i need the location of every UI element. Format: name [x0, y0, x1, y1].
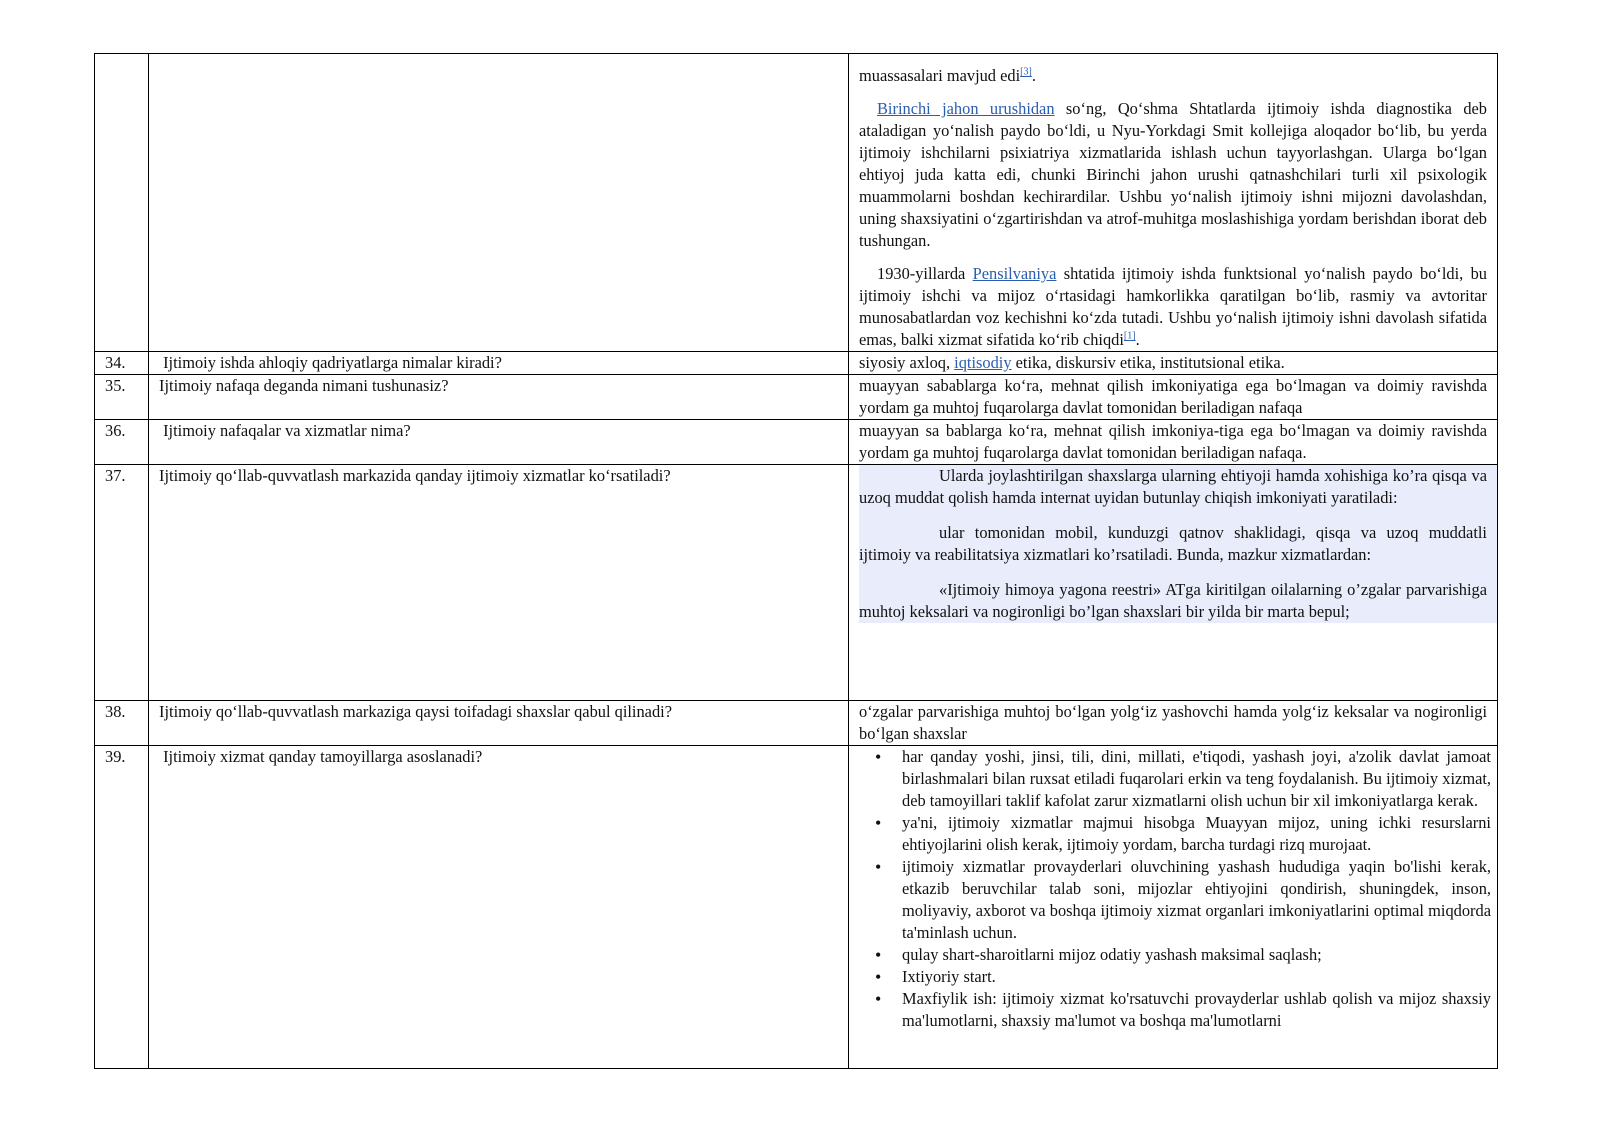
table-row — [95, 420, 1498, 465]
answer-cell: muayyan sabablarga ko‘ra, mehnat qilish imkoniyatiga ega bo‘lmagan va doimiy ravishda yordam ga muhtoj fuqarolarga davlat tomonidan beriladigan nafaqa — [849, 375, 1498, 420]
row-number: 35. — [95, 375, 149, 420]
question-cell: Ijtimoiy qo‘llab-quvvatlash markaziga qaysi toifadagi shaxslar qabul qilinadi? — [149, 701, 849, 746]
table-row — [95, 465, 1498, 701]
table-row — [95, 701, 1498, 746]
answer-text: muassasalari mavjud edi — [859, 66, 1021, 85]
row-number: 34. — [95, 352, 149, 375]
list-item: • ijtimoiy xizmatlar provayderlari oluvchining yashash hududiga yaqin bo'lishi kerak, etkazib beruvchilar talab soni, mijozlar ehtiyojini qondirish, shuningdek, inson, moliyaviy, axborot va boshqa ijtimoiy xizmat organlari imkoniyatlarini optimal miqdorda ta'minlash uchun. — [902, 856, 1491, 944]
row-number: 38. — [95, 701, 149, 746]
answer-cell — [849, 746, 1498, 1069]
question-cell: Ijtimoiy nafaqa deganda nimani tushunasiz? — [149, 375, 849, 420]
question-cell: Ijtimoiy nafaqalar va xizmatlar nima? — [149, 420, 849, 465]
list-item: • ya'ni, ijtimoiy xizmatlar majmui hisobga Muayyan mijoz, uning ichki resurslarni ehtiyojlarini olish kerak, ijtimoiy yordam, barcha turdagi rizq murojaat. — [902, 812, 1491, 856]
table-row — [95, 746, 1498, 1069]
list-item: • qulay shart-sharoitlarni mijoz odatiy yashash maksimal saqlash; — [902, 944, 1491, 966]
question-cell: Ijtimoiy ishda ahloqiy qadriyatlarga nimalar kiradi? — [149, 352, 849, 375]
wiki-link-pensilvaniya[interactable]: Pensilvaniya — [972, 264, 1057, 283]
answer-cell: siyosiy axloq, iqtisodiy etika, diskursiv etika, institutsional etika. — [849, 352, 1498, 375]
row-number — [95, 54, 149, 352]
answer-cell — [849, 465, 1498, 701]
row-number: 39. — [95, 746, 149, 1069]
table-row — [95, 54, 1498, 352]
list-item: • Maxfiylik ish: ijtimoiy xizmat ko'rsatuvchi provayderlar ushlab qolish va mijoz shaxsiy ma'lumotlarni, shaxsiy ma'lumot va boshqa ma'lumotlarni — [902, 988, 1491, 1032]
footnote-link[interactable]: [1] — [1123, 330, 1136, 342]
footnote-link[interactable]: [3] — [1020, 66, 1032, 78]
row-number: 36. — [95, 420, 149, 465]
question-cell: Ijtimoiy xizmat qanday tamoyillarga asoslanadi? — [149, 746, 849, 1069]
question-cell: Ijtimoiy qo‘llab-quvvatlash markazida qanday ijtimoiy xizmatlar ko‘rsatiladi? — [149, 465, 849, 701]
question-cell — [149, 54, 849, 352]
table-row — [95, 375, 1498, 420]
answer-text: shtatida ijtimoiy ishda funktsional yo‘nalish paydo bo‘ldi, bu ijtimoiy ishchi va mijoz o‘rtasidagi hamkorlikka qaratilgan bo‘lib, rasmiy va avtoritar munosabatlardan voz kechishni ko‘zda tutadi. Ushbu yo‘nalish ijtimoiy ishni davolash sifatida emas, balki xizmat sifatida ko‘rib chiqdi — [859, 264, 1487, 349]
answer-cell: o‘zgalar parvarishiga muhtoj bo‘lgan yolg‘iz yashovchi hamda yolg‘iz keksalar va nogironligi bo‘lgan shaxslar — [849, 701, 1498, 746]
qa-table — [94, 53, 1498, 1069]
answer-cell: muayyan sa bablarga ko‘ra, mehnat qilish imkoniya-tiga ega bo‘lmagan va doimiy ravishda yordam ga muhtoj fuqarolarga davlat tomonidan beriladigan nafaqa. — [849, 420, 1498, 465]
table-row — [95, 352, 1498, 375]
wiki-link-iqtisodiy[interactable]: iqtisodiy — [954, 353, 1012, 372]
row-number: 37. — [95, 465, 149, 701]
answer-paragraph: «Ijtimoiy himoya yagona reestri» ATga kiritilgan oilalarning o’zgalar parvarishiga muhtoj keksalari va nogironligi bo’lgan shaxslari bir yilda bir marta bepul; — [859, 580, 1487, 621]
principles-list — [859, 746, 1491, 1032]
highlighted-answer-block — [859, 465, 1497, 623]
answer-text: so‘ng, Qo‘shma Shtatlarda ijtimoiy ishda diagnostika deb ataladigan yo‘nalish paydo bo‘ldi, u Nyu-Yorkdagi Smit kollejiga aloqador bo‘lib, bu yerda ijtimoiy ishchilarni psixiatriya xizmatlarida ishlash uchun tayyorlashgan. Ularga bo‘lgan ehtiyoj juda katta edi, chunki Birinchi jahon urushi qatnashchilari turli xil psixologik muammolarni boshdan kechirardilar. Ushbu yo‘nalish ijtimoiy ishni mijozni davolashdan, uning shaxsiyatini o‘zgartirishdan va atrof-muhitga moslashishiga yordam berishdan iborat deb tushungan. — [859, 99, 1487, 250]
wiki-link-birinchi-jahon-urushi[interactable]: Birinchi jahon urushidan — [877, 99, 1055, 118]
answer-paragraph: ular tomonidan mobil, kunduzgi qatnov shaklidagi, qisqa va uzoq muddatli ijtimoiy va reabilitatsiya xizmatlari ko’rsatiladi. Bunda, mazkur xizmatlardan: — [859, 523, 1487, 564]
list-item: • har qanday yoshi, jinsi, tili, dini, millati, e'tiqodi, yashash joyi, a'zolik davlat jamoat birlashmalari bilan ruxsat etiladi fuqarolari erkin va teng foydalanish. Bu ijtimoiy xizmat, deb tamoyillari taklif kafolat zarur xizmatlarni olish uchun bir xil imkoniyatlarga kerak. — [902, 746, 1491, 812]
answer-cell: muassasalari mavjud edi[3]. Birinchi jahon urushidan so‘ng, Qo‘shma Shtatlarda ijtimoiy ishda diagnostika deb ataladigan yo‘nalish paydo bo‘ldi, u Nyu-Yorkdagi Smit kollejiga aloqador bo‘lib, bu yerda ijtimoiy ishchilarni psixiatriya xizmatlarida ishlash uchun tayyorlashgan. Ularga bo‘lgan ehtiyoj juda katta edi, chunki Birinchi jahon urushi qatnashchilari turli xil psixologik muammolarni boshdan kechirardilar. Ushbu yo‘nalish ijtimoiy ishni mijozni davolashdan, uning shaxsiyatini o‘zgartirishdan va atrof-muhitga moslashishiga yordam berishdan iborat deb tushungan. 1930-yillarda Pensilvaniya shtatida ijtimoiy ishda funktsional yo‘nalish paydo bo‘ldi, bu ijtimoiy ishchi va mijoz o‘rtasidagi hamkorlikka qaratilgan bo‘lib, rasmiy va avtoritar munosabatlardan voz kechishni ko‘zda tutadi. Ushbu yo‘nalish ijtimoiy ishni davolash sifatida emas, balki xizmat sifatida ko‘rib chiqdi[1]. — [849, 54, 1498, 352]
list-item: • Ixtiyoriy start. — [902, 966, 1491, 988]
answer-paragraph: Ularda joylashtirilgan shaxslarga ularning ehtiyoji hamda xohishiga ko’ra qisqa va uzoq muddat qolish hamda internat uyidan butunlay chiqish imkoniyati yaratiladi: — [859, 466, 1487, 507]
